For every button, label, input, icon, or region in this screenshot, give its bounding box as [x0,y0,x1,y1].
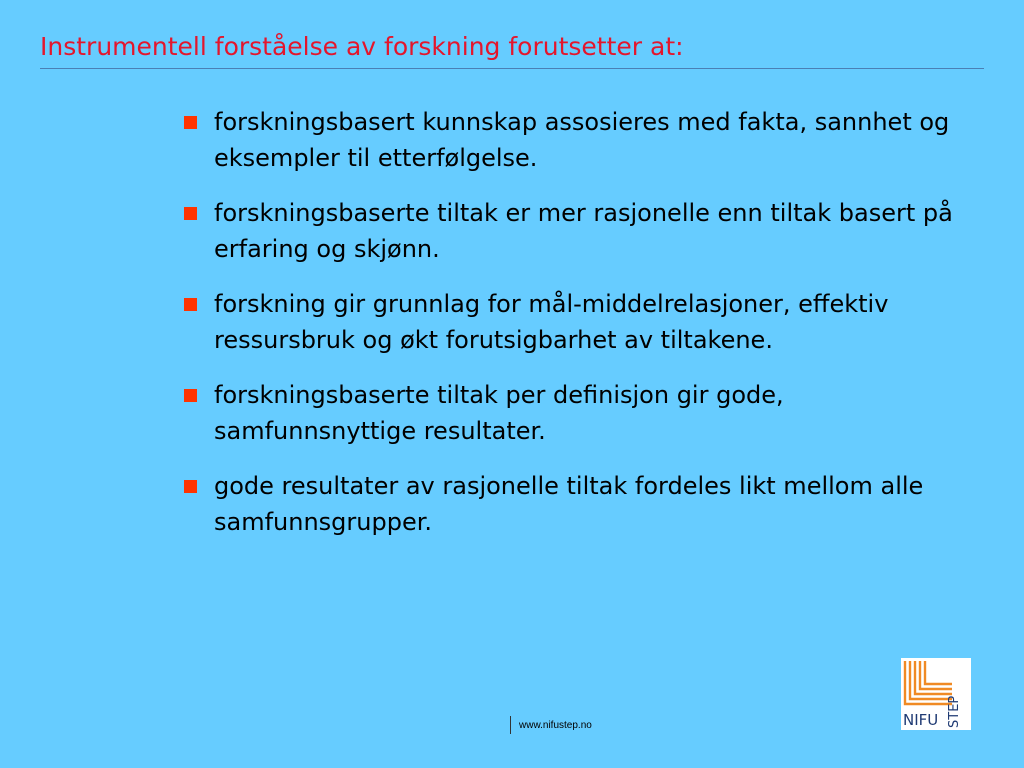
bullet-text: forskningsbasert kunnskap assosieres med fakta, sannhet og eksempler til etterfølgelse. [214,108,950,172]
logo-text-left: NIFU [903,711,939,729]
square-bullet-icon [184,207,197,220]
nifu-step-logo-icon [901,658,971,730]
square-bullet-icon [184,480,197,493]
logo-text-right: STEP [947,695,962,728]
title-divider [40,68,984,69]
bullet-item [182,195,972,267]
footer-url[interactable]: www.nifustep.no [519,719,592,731]
square-bullet-icon [184,389,197,402]
bullet-item [182,468,972,540]
footer-divider [510,716,511,734]
footer [510,715,592,735]
square-bullet-icon [184,298,197,311]
bullet-text: forskning gir grunnlag for mål-middelrelasjoner, effektiv ressursbruk og økt forutsigbarhet av tiltakene. [214,290,889,354]
bullet-text: forskningsbaserte tiltak per definisjon gir gode, samfunnsnyttige resultater. [214,381,784,445]
bullet-text: gode resultater av rasjonelle tiltak fordeles likt mellom alle samfunnsgrupper. [214,472,924,536]
bullet-list [182,104,972,559]
bullet-item [182,377,972,449]
nifu-step-logo [901,658,971,730]
square-bullet-icon [184,116,197,129]
bullet-item [182,286,972,358]
bullet-item [182,104,972,176]
bullet-text: forskningsbaserte tiltak er mer rasjonelle enn tiltak basert på erfaring og skjønn. [214,199,953,263]
slide-title: Instrumentell forståelse av forskning forutsetter at: [40,32,684,61]
